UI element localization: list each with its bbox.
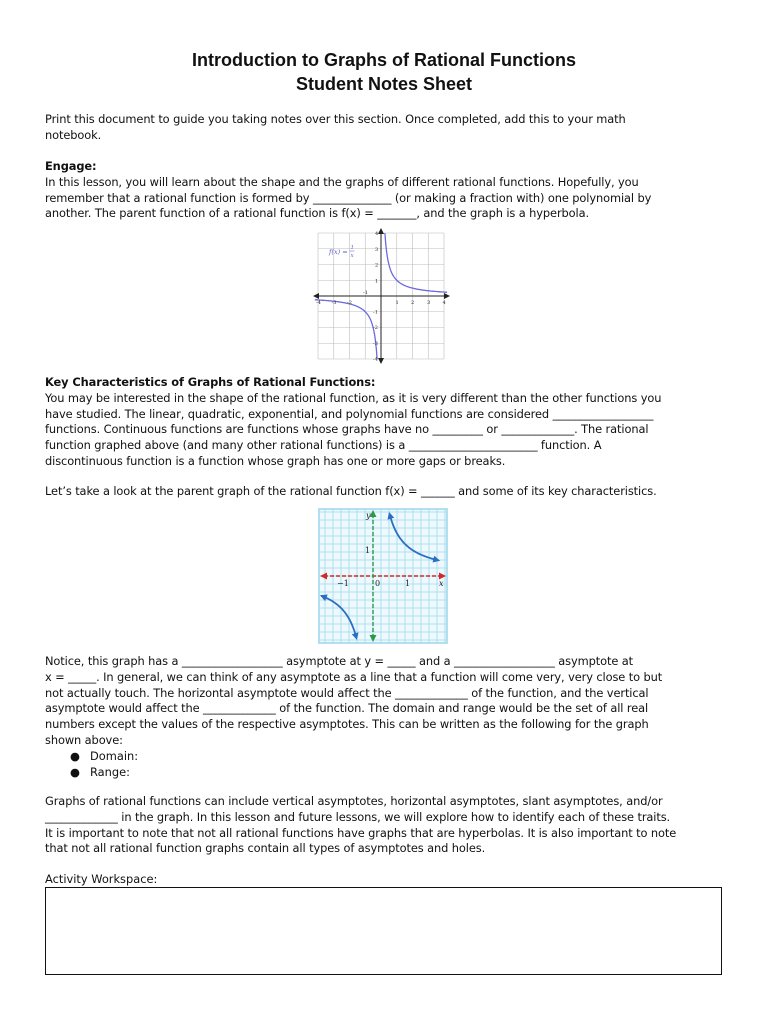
- graph2-y-one: 1: [365, 546, 371, 555]
- x-tick-label: -3: [331, 300, 337, 306]
- bullet-icon: ●: [70, 765, 80, 779]
- graph1-x-arrow-right: [444, 293, 450, 299]
- range-label: Range:: [90, 765, 130, 779]
- asymptote-graph: [318, 508, 448, 644]
- key-line: have studied. The linear, quadratic, exponential, and polynomial functions are considered __________________: [45, 406, 654, 421]
- graph2-y-label: y: [366, 511, 371, 520]
- graphs-line: Graphs of rational functions can include vertical asymptotes, horizontal asymptotes, slant asymptotes, and/or: [45, 794, 663, 808]
- intro-paragraph: [45, 112, 735, 144]
- workspace-label: Activity Workspace:: [45, 872, 158, 886]
- y-tick-label: -2: [373, 325, 378, 331]
- document-subtitle: Student Notes Sheet: [295, 74, 473, 94]
- notice-line: shown above:: [45, 732, 123, 747]
- x-tick-label: 2: [411, 300, 415, 306]
- notice-line: asymptote would affect the _____________ of the function. The domain and range would be the set of all real: [45, 701, 649, 716]
- notice-section: [45, 654, 735, 749]
- engage-line: In this lesson, you will learn about the shape and the graphs of different rational functions. Hopefully, you: [45, 174, 639, 189]
- x-tick-label: -4: [316, 300, 321, 306]
- graph1-left-branch: [315, 300, 377, 359]
- graph2-x-one: 1: [405, 579, 411, 588]
- y-tick-label: -4: [373, 356, 378, 363]
- graphs-line: It is important to note that not all rational functions have graphs that are hyperbolas. It is also important to note: [45, 825, 677, 840]
- intro-line: Print this document to guide you taking notes over this section. Once completed, add this to your math: [45, 112, 626, 126]
- y-tick-label: -3: [373, 341, 378, 347]
- list-item: [70, 764, 138, 780]
- graph2-origin: 0: [375, 579, 381, 588]
- intro-line: notebook.: [45, 127, 102, 142]
- document-title: Introduction to Graphs of Rational Functions: [192, 50, 576, 70]
- graph1-y-arrow-bottom: [378, 358, 384, 364]
- graph2-x-neg-one: −1: [337, 579, 349, 588]
- key-line: function graphed above (and many other rational functions) is a _______________________ function. A: [45, 438, 602, 453]
- graphs-line: that not all rational function graphs contain all types of asymptotes and holes.: [45, 841, 486, 856]
- key-line: functions. Continuous functions are functions whose graphs have no _________ or _____________. The rational: [45, 422, 649, 437]
- graph2-x-label: x: [439, 579, 444, 588]
- parent-line: Let’s take a look at the parent graph of the rational function f(x) = ______ and some of its key characteristics.: [45, 484, 657, 498]
- parent-graph-intro: [45, 484, 735, 500]
- engage-line: remember that a rational function is formed by ______________ (or making a fraction with) one polynomial by: [45, 190, 652, 205]
- key-characteristics-section: [45, 375, 735, 470]
- function-label-denominator: x: [350, 253, 354, 259]
- graph1-y-arrow-top: [378, 228, 384, 234]
- graph1-right-branch: [385, 233, 447, 292]
- x-tick-label: 1: [395, 300, 399, 306]
- y-tick-label: -1: [373, 309, 378, 316]
- x-tick-label: 3: [427, 300, 431, 306]
- bullet-icon: ●: [70, 749, 80, 763]
- key-line: discontinuous function is a function whose graph has one or more gaps or breaks.: [45, 453, 506, 468]
- function-label-text: f(x) =: [329, 248, 348, 256]
- domain-range-list: [70, 748, 138, 780]
- x-tick-label: 4: [442, 300, 446, 306]
- x-tick-label: -1: [363, 290, 368, 296]
- notice-line: numbers except the values of the respective asymptotes. This can be written as the following for the graph: [45, 717, 649, 732]
- engage-line: another. The parent function of a rational function is f(x) = _______, and the graph is a hyperbola.: [45, 206, 590, 221]
- key-line: You may be interested in the shape of the rational function, as it is very different than the other functions you: [45, 390, 662, 405]
- graph1-function-label: [328, 245, 355, 259]
- parent-function-graph: [313, 228, 451, 364]
- graphs-line: _____________ in the graph. In this lesson and future lessons, we will explore how to identify each of these traits.: [45, 809, 671, 824]
- y-tick-label: 2: [375, 262, 379, 269]
- domain-label: Domain:: [90, 749, 139, 763]
- key-heading: Key Characteristics of Graphs of Rational Functions:: [45, 375, 376, 389]
- engage-heading: Engage:: [45, 159, 97, 173]
- notice-line: not actually touch. The horizontal asymptote would affect the _____________ of the function, and the vertical: [45, 685, 649, 700]
- engage-section: [45, 159, 735, 222]
- function-label-numerator: 1: [350, 245, 354, 251]
- activity-workspace-box[interactable]: [45, 887, 722, 975]
- y-tick-label: 3: [375, 247, 379, 253]
- y-tick-label: 4: [375, 231, 379, 237]
- y-tick-label: 1: [375, 278, 379, 285]
- graphs-section: [45, 794, 735, 857]
- notice-line: Notice, this graph has a __________________ asymptote at y = _____ and a __________________ asymptote at: [45, 654, 634, 668]
- graph1-x-arrow-left: [313, 293, 319, 299]
- notice-line: x = _____. In general, we can think of any asymptote as a line that a function will come very, very close to but: [45, 669, 663, 684]
- list-item: [70, 748, 138, 764]
- x-tick-label: -2: [347, 300, 352, 306]
